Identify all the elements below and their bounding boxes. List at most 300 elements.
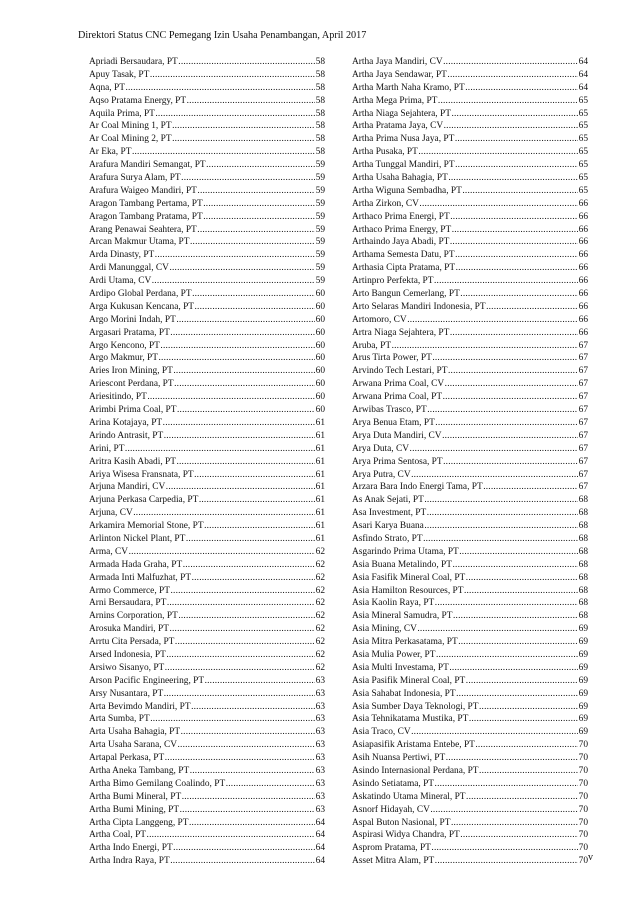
- entry-page-number: 62: [315, 585, 325, 596]
- entry-name: Artha Indra Raya, PT: [89, 856, 170, 867]
- dot-leader: [129, 546, 316, 559]
- index-entry: [89, 533, 325, 546]
- index-entry: [352, 533, 588, 546]
- entry-page-number: 70: [578, 817, 588, 828]
- index-entry: [89, 365, 325, 378]
- index-entry: [352, 340, 588, 353]
- entry-name: Armada Inti Malfuzhat, PT: [89, 572, 192, 583]
- index-entry: [89, 765, 325, 778]
- entry-page-number: 64: [578, 82, 588, 93]
- dot-leader: [443, 56, 578, 69]
- entry-name: Aqso Pratama Energy, PT: [89, 95, 187, 106]
- index-entry: [352, 778, 588, 791]
- index-entry: [89, 701, 325, 714]
- entry-page-number: 70: [578, 791, 588, 802]
- index-entry: [89, 275, 325, 288]
- entry-name: Artha Tunggal Mandiri, PT: [352, 160, 455, 171]
- entry-name: Arya Duta Mandiri, CV: [352, 430, 442, 441]
- dot-leader: [466, 572, 578, 585]
- entry-page-number: 62: [315, 546, 325, 557]
- entry-page-number: 64: [315, 830, 325, 841]
- entry-page-number: 64: [315, 856, 325, 867]
- entry-name: Arnins Corporation, PT: [89, 611, 178, 622]
- entry-page-number: 68: [578, 611, 588, 622]
- index-entry: [352, 585, 588, 598]
- entry-name: Arjuna Perkasa Carpedia, PT: [89, 495, 199, 506]
- index-entry: [352, 726, 588, 739]
- entry-name: Artha Niaga Sejahtera, PT: [352, 108, 451, 119]
- index-entry: [89, 804, 325, 817]
- dot-leader: [205, 675, 316, 688]
- index-entry: [352, 352, 588, 365]
- entry-name: Arthaco Prima Energy, PT: [352, 224, 452, 235]
- index-entry: [352, 262, 588, 275]
- entry-page-number: 62: [315, 662, 325, 673]
- dot-leader: [183, 559, 315, 572]
- index-entry: [352, 224, 588, 237]
- entry-name: Argo Morini Indah, PT: [89, 314, 176, 325]
- dot-leader: [452, 224, 578, 237]
- entry-page-number: 58: [315, 57, 325, 67]
- entry-name: Arwana Prima Coal, CV: [352, 379, 445, 390]
- entry-name: Aspal Buton Nasional, PT: [352, 817, 451, 828]
- entry-page-number: 63: [315, 753, 325, 764]
- dot-leader: [199, 494, 315, 507]
- entry-name: Artha Jaya Sendawar, PT: [352, 69, 447, 80]
- dot-leader: [195, 301, 316, 314]
- entry-name: Artha Bumi Mining, PT: [89, 804, 180, 815]
- dot-leader: [164, 688, 315, 701]
- dot-leader: [411, 469, 578, 482]
- dot-leader: [432, 352, 578, 365]
- index-entry: [352, 481, 588, 494]
- dot-leader: [203, 211, 315, 224]
- dot-leader: [455, 159, 578, 172]
- index-entry: [89, 855, 325, 868]
- entry-page-number: 65: [578, 147, 588, 158]
- dot-leader: [133, 507, 315, 520]
- index-entry: [89, 95, 325, 108]
- entry-name: Artha Bumi Mineral, PT: [89, 791, 182, 802]
- entry-name: Asia Mining, CV: [352, 624, 417, 635]
- index-entry: [89, 713, 325, 726]
- index-entry: [89, 172, 325, 185]
- entry-page-number: 59: [315, 237, 325, 248]
- dot-leader: [190, 236, 315, 249]
- entry-page-number: 61: [315, 533, 325, 544]
- entry-page-number: 60: [315, 379, 325, 390]
- index-entry: [352, 236, 588, 249]
- index-entry: [89, 378, 325, 391]
- index-entry: [352, 623, 588, 636]
- entry-page-number: 62: [315, 572, 325, 583]
- dot-leader: [453, 610, 578, 623]
- entry-name: Argo Kencono, PT: [89, 340, 160, 351]
- entry-name: Arsed Indonesia, PT: [89, 649, 166, 660]
- entry-name: Arini, PT: [89, 443, 125, 454]
- entry-name: Arjuna, CV: [89, 508, 133, 519]
- index-entry: [352, 546, 588, 559]
- dot-leader: [460, 829, 578, 842]
- entry-name: Ardi Utama, CV: [89, 276, 152, 287]
- index-entry: [352, 817, 588, 830]
- index-entry: [89, 688, 325, 701]
- entry-page-number: 65: [578, 121, 588, 132]
- entry-page-number: 63: [315, 804, 325, 815]
- dot-leader: [170, 855, 315, 868]
- entry-page-number: 65: [578, 108, 588, 119]
- entry-name: Aries Iron Mining, PT: [89, 366, 173, 377]
- dot-leader: [125, 443, 315, 456]
- entry-page-number: 59: [315, 211, 325, 222]
- index-entry: [352, 146, 588, 159]
- entry-page-number: 68: [578, 585, 588, 596]
- entry-name: Arthaco Prima Energi, PT: [352, 211, 450, 222]
- entry-name: Arni Bersaudara, PT: [89, 598, 167, 609]
- entry-page-number: 60: [315, 405, 325, 416]
- dot-leader: [167, 597, 315, 610]
- index-entry: [89, 520, 325, 533]
- index-entry: [352, 791, 588, 804]
- entry-name: Asprom Pratama, PT: [352, 843, 431, 854]
- entry-page-number: 66: [578, 327, 588, 338]
- index-entry: [89, 675, 325, 688]
- entry-page-number: 60: [315, 353, 325, 364]
- entry-name: Artha Marth Naha Kramo, PT: [352, 82, 465, 93]
- entry-name: Arya Benua Etam, PT: [352, 417, 435, 428]
- entry-name: Arzara Bara Indo Energi Tama, PT: [352, 482, 483, 493]
- index-entry: [89, 546, 325, 559]
- dot-leader: [180, 804, 316, 817]
- dot-leader: [460, 288, 578, 301]
- index-entry: [352, 597, 588, 610]
- dot-leader: [178, 56, 315, 69]
- index-entry: [89, 610, 325, 623]
- dot-leader: [175, 636, 315, 649]
- dot-leader: [197, 224, 315, 237]
- dot-leader: [152, 275, 315, 288]
- entry-page-number: 66: [578, 198, 588, 209]
- entry-page-number: 68: [578, 559, 588, 570]
- index-entry: [352, 365, 588, 378]
- entry-name: Arta Sumba, PT: [89, 714, 150, 725]
- index-entry: [352, 572, 588, 585]
- entry-page-number: 58: [315, 95, 325, 106]
- entry-page-number: 66: [578, 276, 588, 287]
- dot-leader: [178, 739, 316, 752]
- entry-name: Asia Traco, CV: [352, 727, 411, 738]
- dot-leader: [443, 456, 578, 469]
- entry-name: Asari Karya Buana: [352, 521, 424, 532]
- entry-page-number: 70: [578, 740, 588, 751]
- dot-leader: [163, 417, 315, 430]
- entry-name: Asia Multi Investama, PT: [352, 662, 449, 673]
- entry-name: Asia Pasifik Mineral Coal, PT: [352, 675, 466, 686]
- index-entry: [89, 56, 325, 69]
- dot-leader: [438, 95, 578, 108]
- index-entry: [352, 855, 588, 868]
- index-entry: [89, 597, 325, 610]
- dot-leader: [147, 391, 315, 404]
- entry-name: Asih Nuansa Pertiwi, PT: [352, 753, 446, 764]
- entry-name: Arjuna Mandiri, CV: [89, 482, 166, 493]
- dot-leader: [448, 172, 578, 185]
- entry-page-number: 65: [578, 134, 588, 145]
- entry-name: Ardipo Global Perdana, PT: [89, 289, 192, 300]
- entry-name: Ardi Manunggal, CV: [89, 263, 169, 274]
- dot-leader: [430, 804, 578, 817]
- entry-name: Arta Usaha Sarana, CV: [89, 740, 177, 751]
- entry-page-number: 62: [315, 649, 325, 660]
- entry-name: Artha Pusaka, PT: [352, 147, 418, 158]
- index-entry: [352, 417, 588, 430]
- index-entry: [352, 649, 588, 662]
- entry-name: Aruba, PT: [352, 340, 392, 351]
- entry-page-number: 61: [315, 521, 325, 532]
- entry-name: Arsy Nusantara, PT: [89, 688, 164, 699]
- dot-leader: [455, 133, 578, 146]
- entry-page-number: 66: [578, 224, 588, 235]
- entry-name: Armada Hada Graha, PT: [89, 559, 183, 570]
- entry-name: Aragon Tambang Pertama, PT: [89, 198, 203, 209]
- dot-leader: [155, 108, 315, 121]
- entry-page-number: 68: [578, 572, 588, 583]
- entry-name: Asindo Internasional Perdana, PT: [352, 765, 479, 776]
- entry-name: Asia Kaolin Raya, PT: [352, 598, 435, 609]
- dot-leader: [150, 69, 315, 82]
- dot-leader: [445, 378, 578, 391]
- dot-leader: [419, 198, 578, 211]
- entry-name: Argo Makmur, PT: [89, 353, 158, 364]
- entry-page-number: 62: [315, 598, 325, 609]
- index-entry: [352, 314, 588, 327]
- entry-page-number: 61: [315, 456, 325, 467]
- index-entry: [352, 404, 588, 417]
- entry-name: Artha Pratama Jaya, CV: [352, 121, 444, 132]
- entry-name: Arson Pacific Engineering, PT: [89, 675, 205, 686]
- entry-name: Artha Coal, PT: [89, 830, 147, 841]
- dot-leader: [446, 752, 578, 765]
- entry-name: Aqna, PT: [89, 82, 125, 93]
- entry-page-number: 60: [315, 289, 325, 300]
- entry-page-number: 63: [315, 727, 325, 738]
- entry-page-number: 70: [578, 843, 588, 854]
- dot-leader: [479, 765, 578, 778]
- dot-leader: [173, 365, 315, 378]
- index-entry: [89, 69, 325, 82]
- entry-page-number: 59: [315, 263, 325, 274]
- index-entry: [352, 507, 588, 520]
- entry-name: Arrtu Cita Persada, PT: [89, 637, 175, 648]
- entry-name: Arya Putra, CV: [352, 469, 411, 480]
- dot-leader: [172, 120, 315, 133]
- entry-page-number: 59: [315, 224, 325, 235]
- index-entry: [352, 559, 588, 572]
- dot-leader: [177, 404, 315, 417]
- entry-page-number: 63: [315, 740, 325, 751]
- dot-leader: [172, 133, 315, 146]
- dot-leader: [226, 778, 315, 791]
- dot-leader: [407, 314, 578, 327]
- dot-leader: [448, 365, 578, 378]
- dot-leader: [462, 185, 578, 198]
- dot-leader: [465, 82, 578, 95]
- dot-leader: [165, 752, 315, 765]
- entry-page-number: 66: [578, 250, 588, 261]
- entry-name: Artha Jaya Mandiri, CV: [352, 57, 443, 67]
- dot-leader: [431, 842, 578, 855]
- index-entry: [89, 417, 325, 430]
- dot-leader: [178, 610, 315, 623]
- index-entry: [89, 146, 325, 159]
- entry-page-number: 60: [315, 327, 325, 338]
- dot-leader: [147, 829, 316, 842]
- entry-name: Ariescont Perdana, PT: [89, 379, 174, 390]
- entry-name: As Anak Sejati, PT: [352, 495, 424, 506]
- entry-name: Ar Eka, PT: [89, 147, 132, 158]
- dot-leader: [181, 172, 315, 185]
- index-column-left: [89, 56, 325, 868]
- index-entry: [89, 185, 325, 198]
- dot-leader: [197, 185, 315, 198]
- dot-leader: [169, 262, 315, 275]
- entry-page-number: 59: [315, 160, 325, 171]
- entry-name: Arda Dinasty, PT: [89, 250, 155, 261]
- entry-page-number: 62: [315, 624, 325, 635]
- dot-leader: [182, 791, 315, 804]
- dot-leader: [189, 817, 315, 830]
- entry-page-number: 69: [578, 624, 588, 635]
- index-entry: [89, 752, 325, 765]
- entry-page-number: 69: [578, 727, 588, 738]
- entry-page-number: 68: [578, 598, 588, 609]
- entry-page-number: 61: [315, 469, 325, 480]
- dot-leader: [411, 726, 578, 739]
- entry-page-number: 70: [578, 765, 588, 776]
- entry-page-number: 60: [315, 301, 325, 312]
- index-entry: [89, 327, 325, 340]
- entry-page-number: 58: [315, 108, 325, 119]
- entry-page-number: 63: [315, 688, 325, 699]
- entry-page-number: 67: [578, 405, 588, 416]
- index-entry: [89, 120, 325, 133]
- entry-name: Asnorf Hidayah, CV: [352, 804, 430, 815]
- index-entry: [89, 159, 325, 172]
- dot-leader: [450, 236, 578, 249]
- index-entry: [89, 469, 325, 482]
- entry-page-number: 63: [315, 778, 325, 789]
- entry-name: Artha Zirkon, CV: [352, 198, 419, 209]
- index-entry: [352, 701, 588, 714]
- dot-leader: [169, 623, 315, 636]
- index-entry: [352, 159, 588, 172]
- entry-name: Asia Hamilton Resources, PT: [352, 585, 464, 596]
- entry-page-number: 67: [578, 366, 588, 377]
- index-entry: [352, 662, 588, 675]
- entry-page-number: 64: [578, 57, 588, 67]
- index-entry: [89, 211, 325, 224]
- index-entry: [352, 301, 588, 314]
- dot-leader: [410, 443, 579, 456]
- index-entry: [89, 198, 325, 211]
- index-entry: [352, 288, 588, 301]
- index-entry: [352, 172, 588, 185]
- entry-page-number: 59: [315, 276, 325, 287]
- entry-page-number: 70: [578, 753, 588, 764]
- entry-name: Asset Mitra Alam, PT: [352, 856, 435, 867]
- entry-page-number: 67: [578, 443, 588, 454]
- dot-leader: [466, 675, 578, 688]
- entry-name: Armo Commerce, PT: [89, 585, 170, 596]
- index-entry: [89, 430, 325, 443]
- dot-leader: [170, 585, 315, 598]
- dot-leader: [444, 120, 579, 133]
- entry-page-number: 67: [578, 469, 588, 480]
- index-entry: [89, 443, 325, 456]
- dot-leader: [456, 688, 578, 701]
- index-entry: [89, 481, 325, 494]
- dot-leader: [132, 146, 315, 159]
- dot-leader: [174, 378, 315, 391]
- dot-leader: [450, 327, 578, 340]
- index-entry: [352, 494, 588, 507]
- entry-page-number: 68: [578, 533, 588, 544]
- index-entry: [89, 572, 325, 585]
- dot-leader: [176, 456, 315, 469]
- index-entry: [89, 340, 325, 353]
- index-entry: [352, 456, 588, 469]
- index-entry: [352, 752, 588, 765]
- index-entry: [89, 456, 325, 469]
- entry-page-number: 63: [315, 701, 325, 712]
- page-header-title: Direktori Status CNC Pemegang Izin Usaha Penambangan, April 2017: [78, 30, 367, 41]
- entry-page-number: 67: [578, 456, 588, 467]
- entry-name: Arya Duta, CV: [352, 443, 410, 454]
- dot-leader: [447, 69, 578, 82]
- entry-name: Arang Penawai Seahtera, PT: [89, 224, 197, 235]
- entry-name: Asia Sahabat Indonesia, PT: [352, 688, 456, 699]
- dot-leader: [479, 701, 578, 714]
- entry-page-number: 63: [315, 791, 325, 802]
- entry-name: Arimbi Prima Coal, PT: [89, 405, 177, 416]
- entry-name: Asiapasifik Aristama Entebe, PT: [352, 740, 475, 751]
- entry-page-number: 58: [315, 82, 325, 93]
- index-entry: [352, 739, 588, 752]
- entry-page-number: 67: [578, 430, 588, 441]
- entry-name: Asia Tehnikatama Mustika, PT: [352, 714, 469, 725]
- index-entry: [352, 675, 588, 688]
- index-entry: [352, 636, 588, 649]
- entry-page-number: 64: [315, 843, 325, 854]
- entry-name: Arina Kotajaya, PT: [89, 417, 163, 428]
- index-entry: [89, 262, 325, 275]
- dot-leader: [204, 520, 315, 533]
- dot-leader: [455, 249, 578, 262]
- entry-name: Asia Buana Metalindo, PT: [352, 559, 452, 570]
- entry-page-number: 70: [578, 856, 588, 867]
- dot-leader: [483, 481, 578, 494]
- entry-name: Ar Coal Mining 1, PT: [89, 121, 172, 132]
- entry-page-number: 62: [315, 637, 325, 648]
- dot-leader: [417, 623, 578, 636]
- index-entry: [89, 791, 325, 804]
- entry-name: Askatindo Utama Mineral, PT: [352, 791, 466, 802]
- index-entry: [352, 211, 588, 224]
- dot-leader: [469, 713, 578, 726]
- entry-name: Arindo Antrasit, PT: [89, 430, 164, 441]
- entry-page-number: 69: [578, 637, 588, 648]
- entry-page-number: 68: [578, 495, 588, 506]
